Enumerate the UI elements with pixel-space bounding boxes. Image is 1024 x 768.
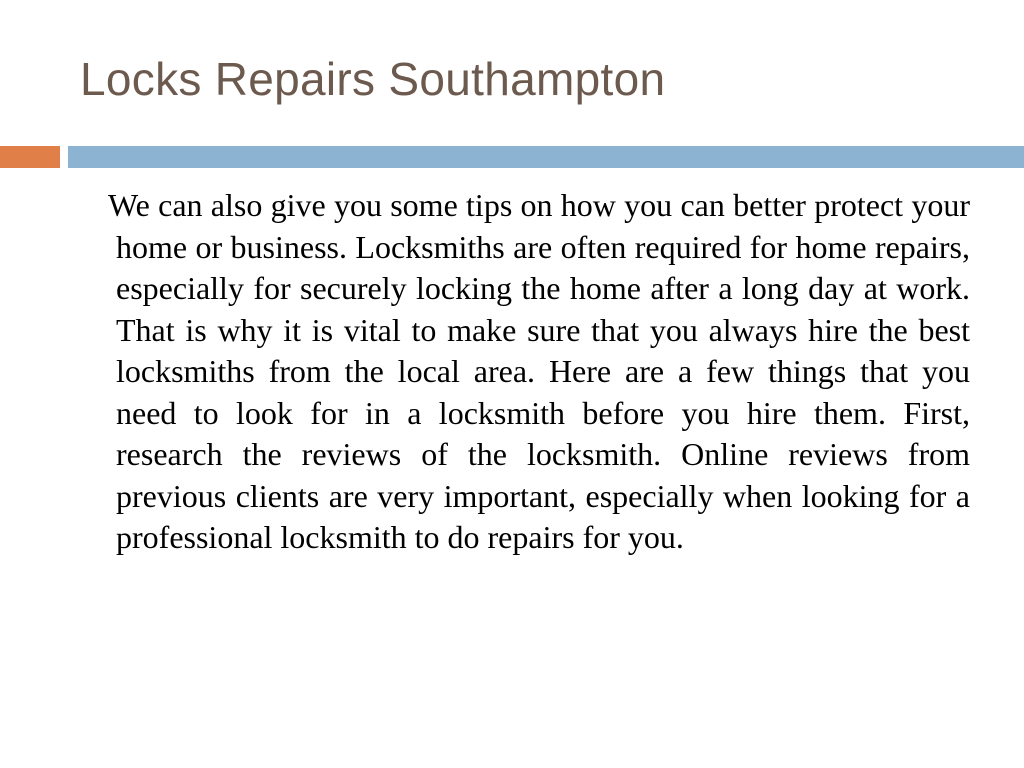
- accent-bar-orange: [0, 146, 60, 168]
- slide-title: Locks Repairs Southampton: [80, 53, 666, 105]
- body-paragraph: We can also give you some tips on how you can better protect your home or business. Locksmiths are often required for home repairs, especially for securely locking the home after a long day at work. That is why it is vital to make sure that you always hire the best locksmiths from the local area. Here are a few things that you need to look for in a locksmith before you hire them. First, research the reviews of the locksmith. Online reviews from previous clients are very important, especially when looking for a professional locksmith to do repairs for you.: [108, 187, 970, 555]
- accent-bar-blue: [68, 146, 1024, 168]
